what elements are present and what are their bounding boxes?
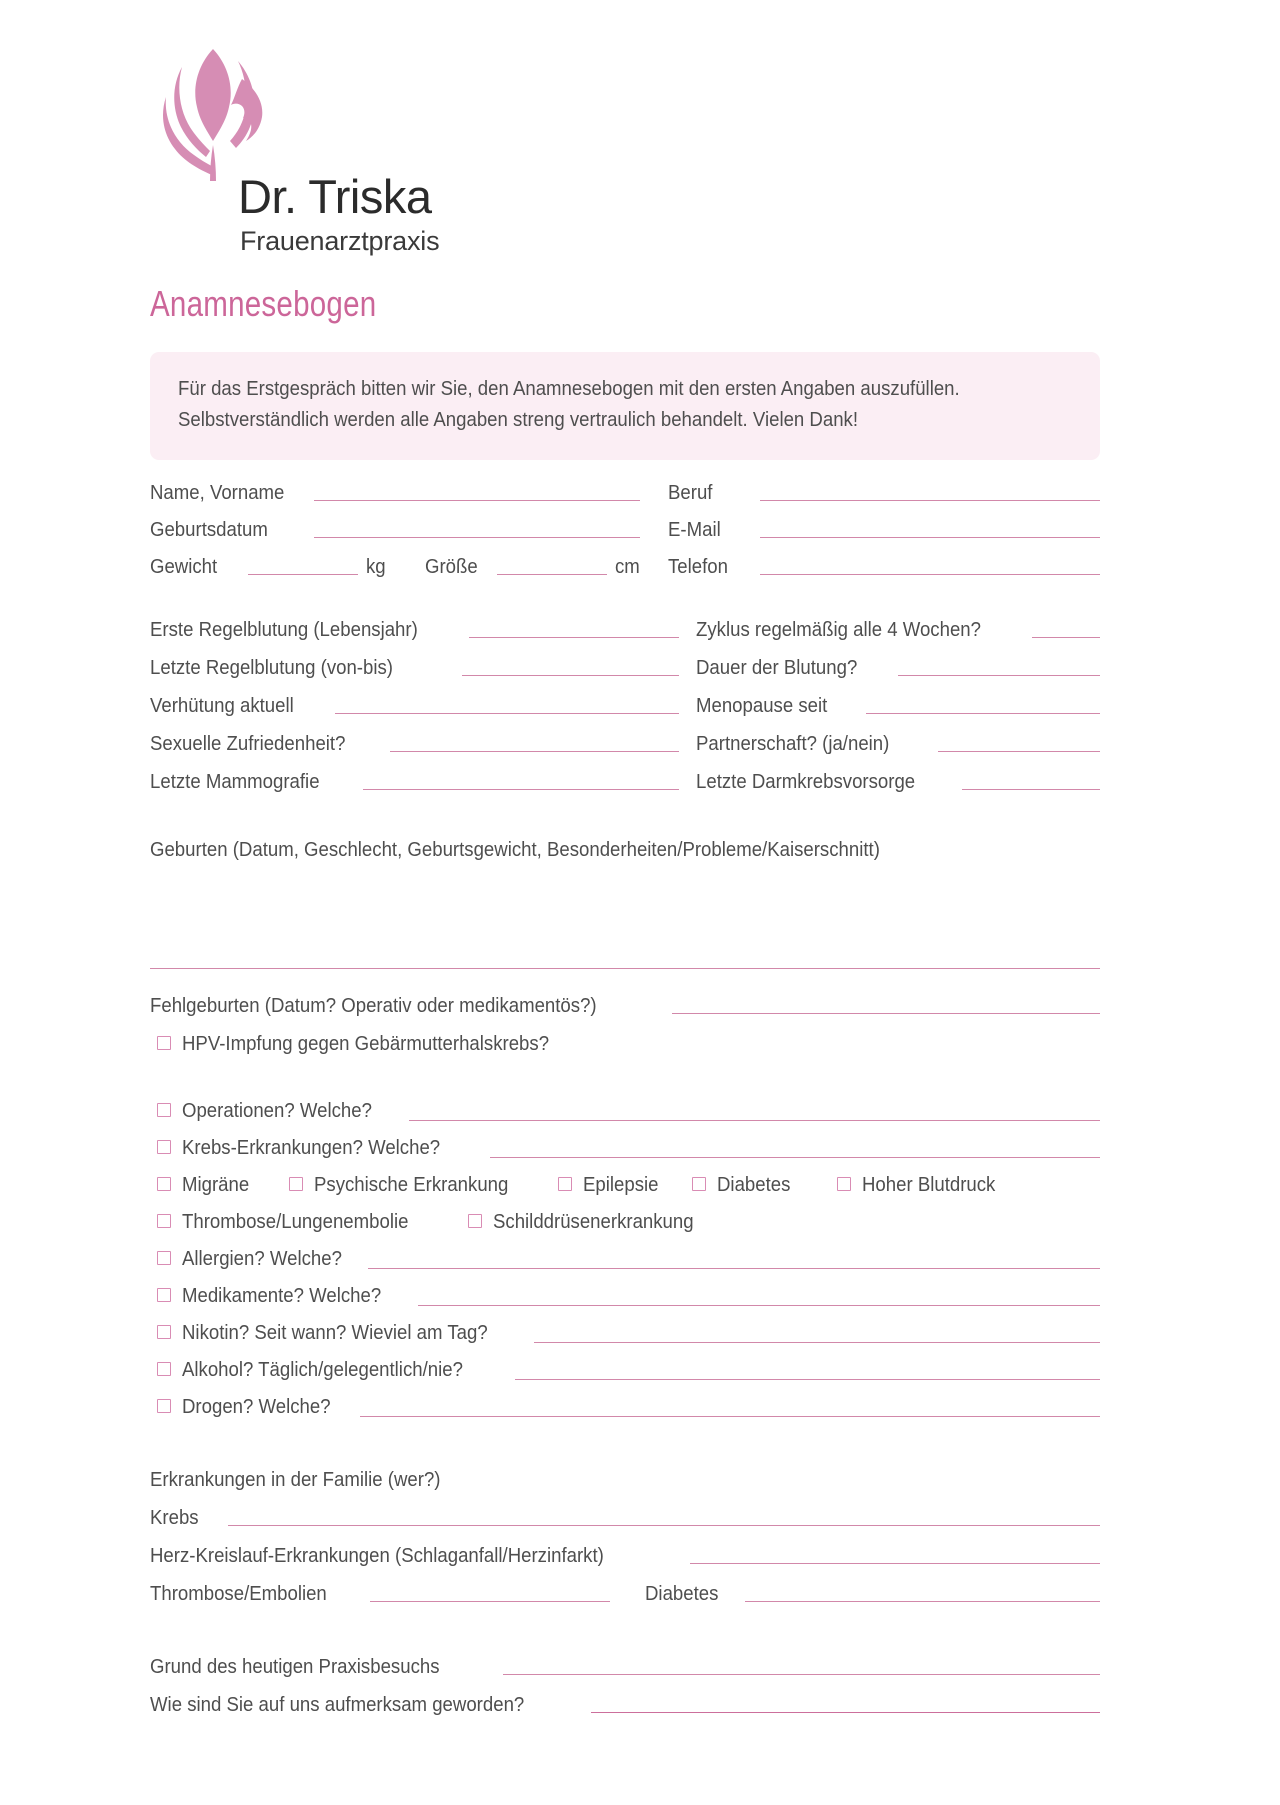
label-thyroid: Schilddrüsenerkrankung	[493, 1211, 694, 1233]
label-births: Geburten (Datum, Geschlecht, Geburtsgewicht, Besonderheiten/Probleme/Kaiserschnitt)	[150, 839, 880, 861]
input-sexual-satisfaction[interactable]	[390, 751, 679, 752]
label-last-colon-screening: Letzte Darmkrebsvorsorge	[696, 771, 916, 793]
input-operations[interactable]	[409, 1120, 1100, 1121]
input-family-thrombosis[interactable]	[370, 1601, 610, 1602]
label-drugs: Drogen? Welche?	[182, 1396, 331, 1418]
label-family-cancer: Krebs	[150, 1507, 199, 1529]
input-births[interactable]	[150, 968, 1100, 969]
input-nicotine[interactable]	[534, 1342, 1100, 1343]
practice-subtitle: Frauenarztpraxis	[240, 226, 440, 256]
input-last-mammography[interactable]	[363, 789, 679, 790]
label-phone: Telefon	[668, 556, 728, 578]
label-weight: Gewicht	[150, 556, 218, 578]
checkbox-drugs[interactable]	[157, 1399, 171, 1413]
label-bleeding-duration: Dauer der Blutung?	[696, 657, 858, 679]
label-psychiatric: Psychische Erkrankung	[314, 1174, 509, 1196]
input-menopause-since[interactable]	[866, 713, 1100, 714]
label-email: E-Mail	[668, 519, 721, 541]
input-email[interactable]	[760, 537, 1100, 538]
input-cycle-regular[interactable]	[1032, 637, 1100, 638]
checkbox-migraine[interactable]	[157, 1177, 171, 1191]
input-birthdate[interactable]	[314, 537, 640, 538]
intro-notice-box	[150, 352, 1100, 460]
label-last-period: Letzte Regelblutung (von-bis)	[150, 657, 393, 679]
checkbox-thrombosis[interactable]	[157, 1214, 171, 1228]
checkbox-high-blood-pressure[interactable]	[837, 1177, 851, 1191]
page-title: Anamnesebogen	[150, 283, 377, 324]
label-operations: Operationen? Welche?	[182, 1100, 372, 1122]
label-family-thrombosis: Thrombose/Embolien	[150, 1583, 327, 1605]
label-visit-reason: Grund des heutigen Praxisbesuchs	[150, 1656, 440, 1678]
input-height[interactable]	[497, 574, 607, 575]
input-partnership[interactable]	[938, 751, 1100, 752]
label-last-mammography: Letzte Mammografie	[150, 771, 320, 793]
checkbox-operations[interactable]	[157, 1103, 171, 1117]
label-diabetes: Diabetes	[717, 1174, 791, 1196]
label-family-heading: Erkrankungen in der Familie (wer?)	[150, 1469, 441, 1491]
checkbox-epilepsy[interactable]	[558, 1177, 572, 1191]
checkbox-diabetes[interactable]	[692, 1177, 706, 1191]
label-thrombosis: Thrombose/Lungenembolie	[182, 1211, 409, 1233]
input-contraception[interactable]	[335, 713, 679, 714]
label-family-diabetes: Diabetes	[645, 1583, 719, 1605]
input-family-cancer[interactable]	[228, 1525, 1100, 1526]
checkbox-medication[interactable]	[157, 1288, 171, 1302]
label-weight-unit: kg	[366, 556, 386, 578]
label-migraine: Migräne	[182, 1174, 250, 1196]
label-contraception: Verhütung aktuell	[150, 695, 294, 717]
checkbox-thyroid[interactable]	[468, 1214, 482, 1228]
label-medication: Medikamente? Welche?	[182, 1285, 382, 1307]
input-last-period[interactable]	[462, 675, 679, 676]
label-cycle-regular: Zyklus regelmäßig alle 4 Wochen?	[696, 619, 981, 641]
input-profession[interactable]	[760, 500, 1100, 501]
label-height-unit: cm	[615, 556, 640, 578]
input-alcohol[interactable]	[515, 1379, 1100, 1380]
input-miscarriages[interactable]	[672, 1013, 1100, 1014]
practice-name: Dr. Triska	[238, 170, 432, 223]
input-visit-reason[interactable]	[503, 1674, 1100, 1675]
label-profession: Beruf	[668, 482, 713, 504]
input-first-period[interactable]	[469, 637, 679, 638]
label-hpv: HPV-Impfung gegen Gebärmutterhalskrebs?	[182, 1033, 550, 1055]
label-birthdate: Geburtsdatum	[150, 519, 268, 541]
checkbox-alcohol[interactable]	[157, 1362, 171, 1376]
label-high-blood-pressure: Hoher Blutdruck	[862, 1174, 996, 1196]
label-alcohol: Alkohol? Täglich/gelegentlich/nie?	[182, 1359, 463, 1381]
intro-text-line-1: Für das Erstgespräch bitten wir Sie, den Anamnesebogen mit den ersten Angaben auszufüllen.	[178, 378, 960, 400]
label-family-cardiovascular: Herz-Kreislauf-Erkrankungen (Schlaganfall/Herzinfarkt)	[150, 1545, 604, 1567]
label-cancer: Krebs-Erkrankungen? Welche?	[182, 1137, 441, 1159]
input-medication[interactable]	[418, 1305, 1100, 1306]
input-phone[interactable]	[760, 574, 1100, 575]
checkbox-cancer[interactable]	[157, 1140, 171, 1154]
checkbox-allergies[interactable]	[157, 1251, 171, 1265]
intro-text-line-2: Selbstverständlich werden alle Angaben streng vertraulich behandelt. Vielen Dank!	[178, 409, 859, 431]
checkbox-hpv[interactable]	[157, 1036, 171, 1050]
input-bleeding-duration[interactable]	[898, 675, 1100, 676]
input-referral[interactable]	[591, 1712, 1100, 1713]
label-allergies: Allergien? Welche?	[182, 1248, 342, 1270]
input-drugs[interactable]	[360, 1416, 1100, 1417]
label-referral: Wie sind Sie auf uns aufmerksam geworden?	[150, 1694, 525, 1716]
input-allergies[interactable]	[368, 1268, 1100, 1269]
lotus-face-logo-icon	[150, 45, 280, 185]
checkbox-psychiatric[interactable]	[289, 1177, 303, 1191]
input-name[interactable]	[314, 500, 640, 501]
checkbox-nicotine[interactable]	[157, 1325, 171, 1339]
input-family-diabetes[interactable]	[745, 1601, 1100, 1602]
label-first-period: Erste Regelblutung (Lebensjahr)	[150, 619, 418, 641]
input-last-colon-screening[interactable]	[962, 789, 1100, 790]
label-epilepsy: Epilepsie	[583, 1174, 659, 1196]
label-miscarriages: Fehlgeburten (Datum? Operativ oder medikamentös?)	[150, 995, 597, 1017]
label-name: Name, Vorname	[150, 482, 285, 504]
input-family-cardiovascular[interactable]	[690, 1563, 1100, 1564]
practice-logo	[150, 45, 570, 256]
label-menopause-since: Menopause seit	[696, 695, 828, 717]
label-partnership: Partnerschaft? (ja/nein)	[696, 733, 890, 755]
label-sexual-satisfaction: Sexuelle Zufriedenheit?	[150, 733, 346, 755]
label-nicotine: Nikotin? Seit wann? Wieviel am Tag?	[182, 1322, 488, 1344]
input-weight[interactable]	[248, 574, 358, 575]
label-height: Größe	[425, 556, 478, 578]
input-cancer[interactable]	[490, 1157, 1100, 1158]
